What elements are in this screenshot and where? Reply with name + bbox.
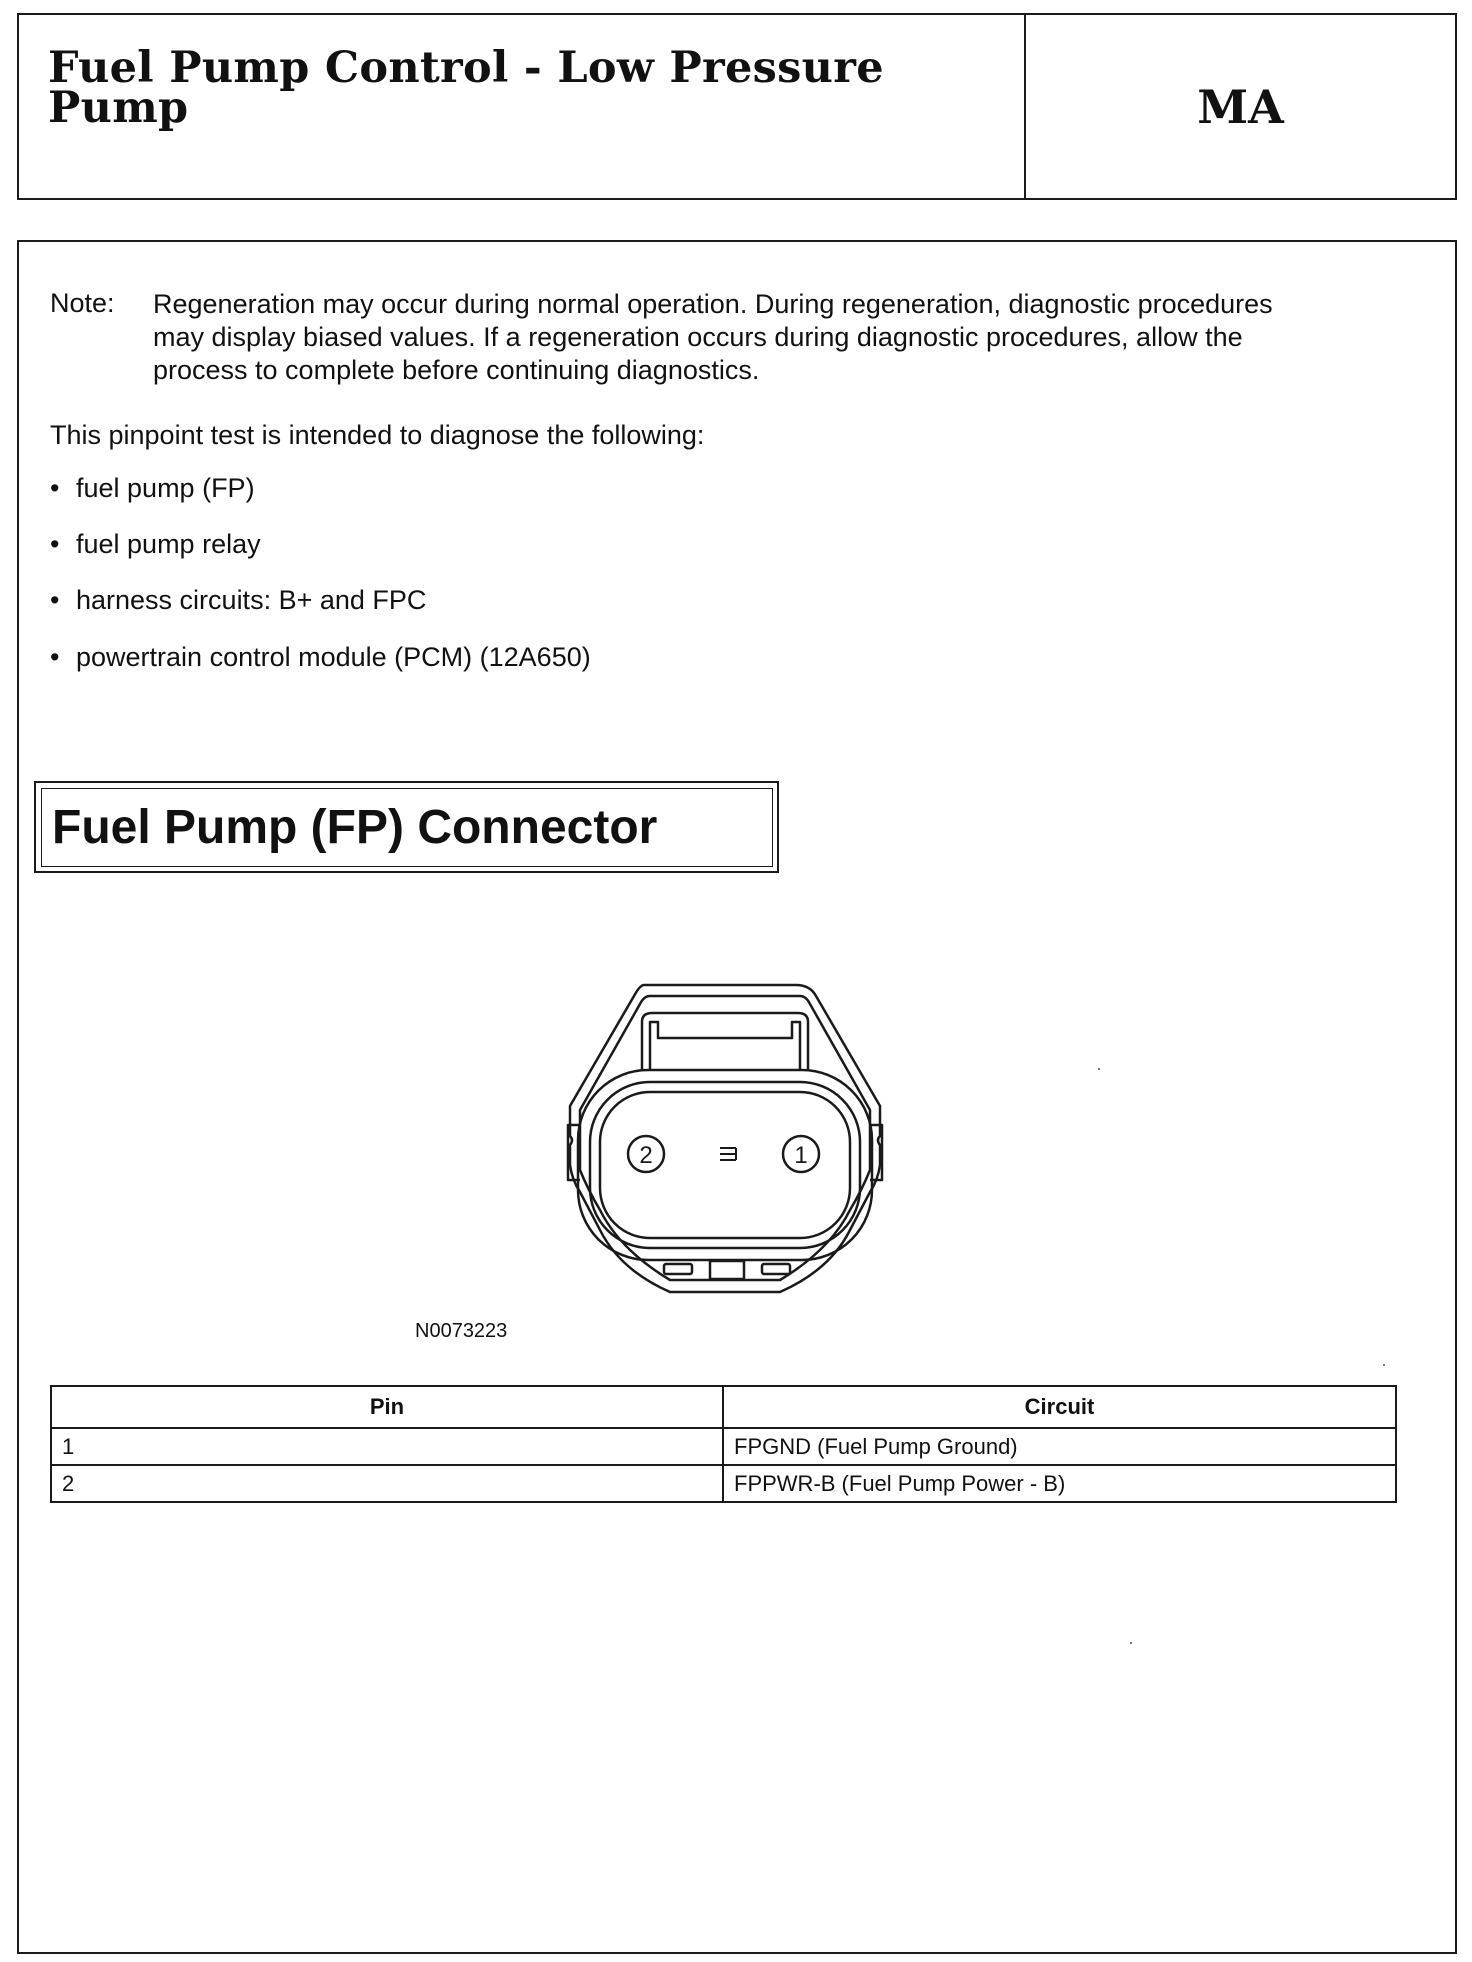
pin-cavity-outer	[578, 1070, 872, 1260]
list-item	[50, 585, 426, 616]
table-header-row	[51, 1386, 1396, 1428]
list-item	[50, 473, 255, 504]
note-label: Note:	[50, 288, 115, 318]
section-code: MA	[1197, 79, 1284, 134]
list-item-text: fuel pump (FP)	[76, 473, 255, 503]
pin-table	[50, 1385, 1397, 1503]
pin-label-2: 2	[639, 1142, 653, 1169]
key-slot-center	[710, 1261, 744, 1279]
scan-speck	[1130, 1642, 1132, 1644]
table-header-pin: Pin	[51, 1386, 723, 1428]
pin-label-1: 1	[794, 1142, 808, 1169]
list-item-text: fuel pump relay	[76, 529, 261, 559]
list-item-text: powertrain control module (PCM) (12A650)	[76, 642, 591, 672]
bullet-icon: •	[50, 642, 60, 672]
connector-diagram	[540, 980, 910, 1300]
scan-speck	[1098, 1068, 1100, 1070]
section-heading-box	[34, 781, 779, 873]
list-item	[50, 529, 261, 560]
key-slot-right	[762, 1264, 790, 1274]
list-item	[50, 642, 591, 673]
table-header-circuit: Circuit	[723, 1386, 1396, 1428]
scan-speck	[1383, 1364, 1385, 1366]
table-cell-circuit: FPGND (Fuel Pump Ground)	[723, 1428, 1396, 1465]
table-cell-pin: 2	[51, 1465, 723, 1502]
figure-id: N0073223	[415, 1320, 508, 1342]
connector-outer-housing	[570, 985, 880, 1292]
bullet-icon: •	[50, 473, 60, 503]
pin-cavity-well	[600, 1092, 850, 1238]
polarity-marker	[720, 1148, 736, 1160]
bullet-icon: •	[50, 585, 60, 615]
latch-inner	[650, 1022, 800, 1070]
table-cell-circuit: FPPWR-B (Fuel Pump Power - B)	[723, 1465, 1396, 1502]
table-row	[51, 1465, 1396, 1502]
key-slot-left	[664, 1264, 692, 1274]
page-title: Fuel Pump Control - Low Pressure Pump	[48, 43, 884, 133]
section-heading: Fuel Pump (FP) Connector	[52, 801, 658, 854]
list-item-text: harness circuits: B+ and FPC	[76, 585, 427, 615]
note-text: Regeneration may occur during normal operation. During regeneration, diagnostic procedures may display biased values. If a regeneration occurs during diagnostic procedures, allow the process to complete before continuing diagnostics.	[153, 289, 1273, 385]
latch-outer	[642, 1013, 808, 1070]
table-row	[51, 1428, 1396, 1465]
intro-text: This pinpoint test is intended to diagnose the following:	[50, 420, 705, 450]
table-cell-pin: 1	[51, 1428, 723, 1465]
bullet-icon: •	[50, 529, 60, 559]
